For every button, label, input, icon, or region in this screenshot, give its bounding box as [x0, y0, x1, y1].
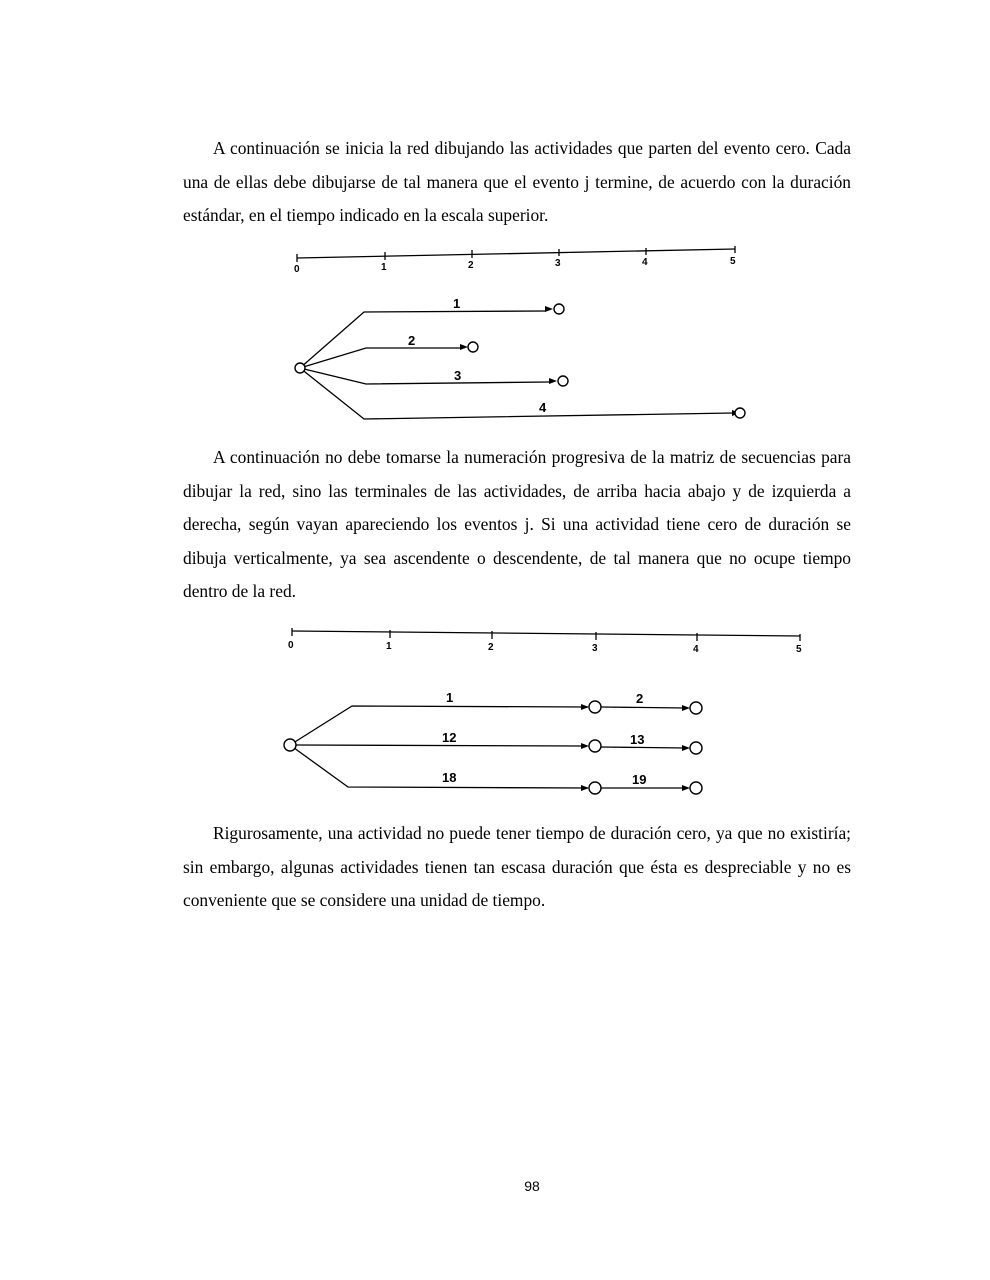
activity-arrow — [296, 745, 583, 746]
scale-label: 0 — [294, 264, 300, 275]
scale-label: 3 — [555, 258, 561, 269]
activity-arrow — [300, 368, 549, 384]
event-node — [554, 304, 564, 314]
event-node — [589, 782, 601, 794]
arrowhead — [545, 306, 553, 312]
paragraph-1: A continuación se inicia la red dibujando las actividades que parten del evento cero. Cada una de ellas debe dibujarse de tal manera que el evento j termine, de acuerdo con la duración estándar, en el tiempo indicado en la escala superior. — [183, 138, 851, 225]
arrowhead — [682, 785, 690, 791]
network-diagram-1 — [280, 240, 760, 430]
page-number: 98 — [524, 1178, 540, 1194]
activity-label: 18 — [442, 770, 457, 785]
scale-label: 1 — [381, 262, 387, 273]
arrowhead — [682, 745, 690, 751]
network-diagram-2 — [270, 622, 820, 802]
activity-arrow — [290, 745, 588, 788]
activity-arrow — [300, 348, 460, 368]
time-scale-line — [297, 249, 735, 258]
scale-label: 2 — [488, 642, 494, 653]
event-node — [589, 740, 601, 752]
activity-arrow — [601, 747, 685, 748]
event-node — [735, 408, 745, 418]
start-event-node — [284, 739, 296, 751]
activity-label: 3 — [454, 368, 462, 383]
scale-label: 0 — [288, 640, 294, 651]
scale-label: 1 — [386, 641, 392, 652]
scale-label: 5 — [796, 644, 802, 655]
scale-label: 3 — [592, 643, 598, 654]
activity-arrow — [300, 368, 733, 419]
activity-label: 1 — [446, 690, 454, 705]
arrowhead — [549, 378, 557, 384]
arrowhead — [581, 743, 589, 749]
activity-arrow — [300, 311, 546, 368]
activity-label: 4 — [539, 400, 547, 415]
arrowhead — [581, 704, 589, 710]
event-node — [690, 742, 702, 754]
paragraph-3: Rigurosamente, una actividad no puede tener tiempo de duración cero, ya que no existiría; sin embargo, algunas actividades tienen tan escasa duración que ésta es despreciable y no es conveniente que se considere una unidad de tiempo. — [183, 823, 851, 910]
arrowhead — [682, 705, 690, 711]
event-node — [558, 376, 568, 386]
scale-label: 4 — [693, 644, 699, 655]
start-event-node — [295, 363, 305, 373]
arrowhead — [581, 785, 589, 791]
event-node — [690, 782, 702, 794]
scale-label: 5 — [730, 256, 736, 267]
event-node — [468, 342, 478, 352]
event-node — [690, 702, 702, 714]
activity-label: 1 — [453, 296, 461, 311]
event-node — [589, 701, 601, 713]
scale-label: 4 — [642, 257, 648, 268]
activity-label: 2 — [636, 691, 644, 706]
activity-label: 12 — [442, 730, 457, 745]
activity-label: 13 — [630, 732, 645, 747]
activity-label: 19 — [632, 772, 647, 787]
time-scale-line — [292, 631, 800, 636]
scale-label: 2 — [468, 260, 474, 271]
paragraph-2: A continuación no debe tomarse la numeración progresiva de la matriz de secuencias para dibujar la red, sino las terminales de las actividades, de arriba hacia abajo y de izquierda a derecha, según vayan apareciendo los eventos j. Si una actividad tiene cero de duración se dibuja verticalmente, ya sea ascendente o descendente, de tal manera que no ocupe tiempo dentro de la red. — [183, 447, 851, 601]
activity-arrow — [601, 707, 685, 708]
arrowhead — [460, 344, 468, 350]
activity-label: 2 — [408, 333, 416, 348]
activity-arrow — [290, 706, 588, 745]
